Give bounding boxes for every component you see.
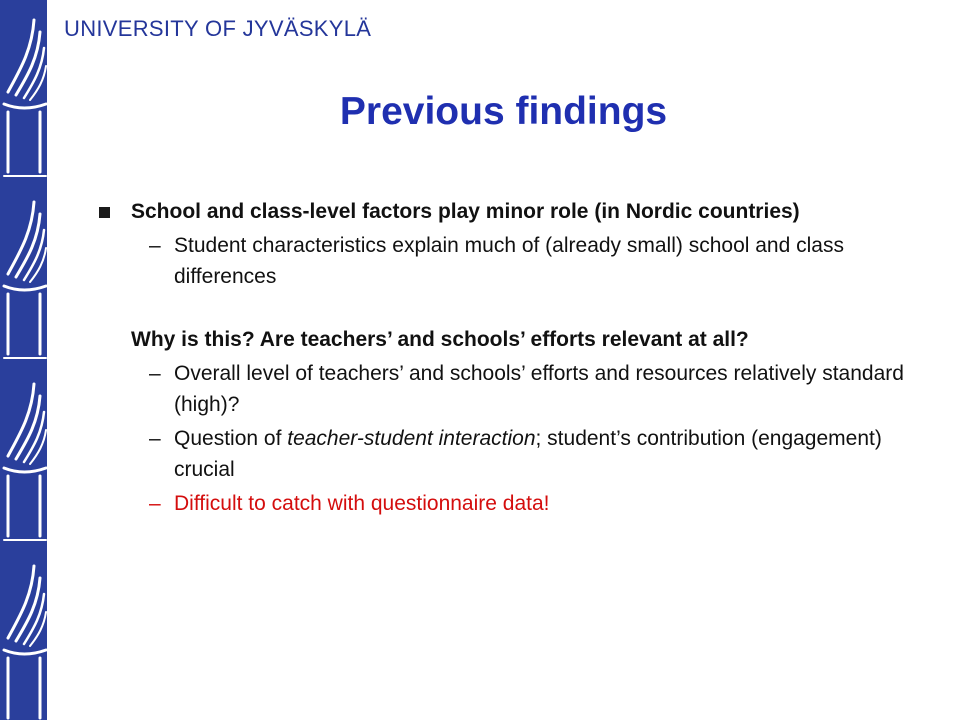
slide-content: [96, 196, 926, 519]
sub-bullet-text: Overall level of teachers’ and schools’ efforts and resources relatively standard (high)?: [174, 362, 904, 416]
sub-bullet-item-emphasis: [96, 488, 926, 519]
square-bullet-icon: [99, 207, 110, 218]
sub-bullet-item: [96, 423, 926, 485]
flame-pillar-icon: [0, 0, 47, 720]
sub-bullet-text: Difficult to catch with questionnaire data!: [174, 492, 550, 515]
sub-bullet-text-end: ; student’s contribution (engagement) crucial: [174, 427, 882, 481]
sub-bullet-text-start: Question of: [174, 427, 288, 450]
bullet-text: School and class-level factors play minor role (in Nordic countries): [131, 200, 800, 223]
dash-bullet: –: [149, 362, 161, 385]
dash-bullet: –: [149, 492, 161, 515]
sub-bullet-item: [96, 230, 926, 292]
university-name: UNIVERSITY OF JYVÄSKYLÄ: [64, 16, 372, 41]
bullet-item: [96, 196, 926, 227]
sidebar-decoration: [0, 0, 47, 720]
italic-term: teacher-student interaction: [287, 427, 536, 450]
dash-bullet: –: [149, 427, 161, 450]
dash-bullet: –: [149, 234, 161, 257]
sub-bullet-text: Student characteristics explain much of (already small) school and class differences: [174, 234, 844, 288]
question-text: Why is this? Are teachers’ and schools’ efforts relevant at all?: [131, 328, 749, 351]
sub-bullet-item: [96, 358, 926, 420]
slide-title: Previous findings: [339, 90, 668, 133]
sub-bullet-text: [174, 427, 882, 481]
